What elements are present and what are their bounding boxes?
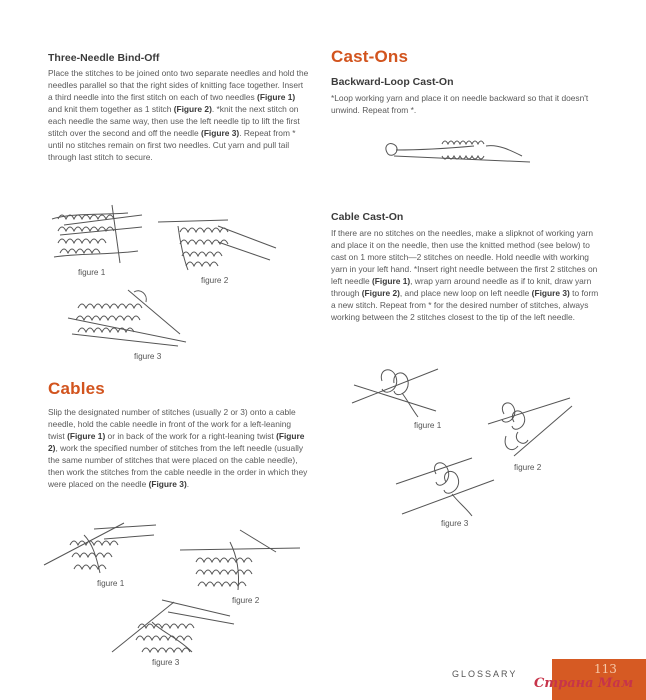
paragraph-text: . Repeat from * until no stitches remain on first two needles. Cut yarn and pull tail through last stitch to secure. — [48, 128, 296, 162]
paragraph-text: . *knit the next stitch on each needle the same way, then use the left needle tip to lift the first stitch over the second and off the needle — [48, 104, 300, 138]
paragraph-text: and knit them together as 1 stitch — [48, 104, 174, 114]
three-needle-body — [48, 67, 310, 163]
cables-figure-2-illustration — [180, 528, 305, 593]
paragraph-text: , wrap yarn around needle as if to knit, draw yarn through — [331, 276, 592, 298]
backward-loop-illustration — [382, 134, 532, 166]
paragraph-text: Slip the designated number of stitches (usually 2 or 3) onto a cable needle, hold the cable needle in front of the work for a left-leaning twist — [48, 407, 296, 441]
footer-section-label: GLOSSARY — [452, 669, 518, 679]
figure-reference: (Figure 3) — [531, 288, 570, 298]
cable-cast-on-body — [331, 227, 599, 323]
paragraph-text: If there are no stitches on the needles, make a slipknot of working yarn and place it on the needle, then use the knitted method (see below) to cast on 1 more stitch—2 stitches on needle. Hold needle with working yarn in your left hand. *Insert right needle between the first 2 stitches on left needle — [331, 228, 598, 286]
cables-body — [48, 406, 310, 490]
three-needle-figure-2-illustration — [158, 212, 278, 272]
paragraph-text: , and place new loop on left needle — [399, 288, 532, 298]
three-needle-figure-3-illustration — [68, 288, 188, 348]
cables-heading: Cables — [48, 379, 105, 398]
three-needle-figure-3-caption: figure 3 — [134, 352, 162, 361]
cast-ons-heading: Cast-Ons — [331, 47, 409, 66]
paragraph-text: *Loop working yarn and place it on needle backward so that it doesn't unwind. Repeat from *. — [331, 93, 589, 115]
cables-figure-2-caption: figure 2 — [232, 596, 260, 605]
three-needle-figure-1-illustration — [50, 205, 145, 265]
three-needle-figure-2-caption: figure 2 — [201, 276, 229, 285]
watermark-logo: Страна Мам — [534, 676, 634, 691]
three-needle-title: Three-Needle Bind-Off — [48, 52, 160, 64]
paragraph-text: or in back of the work for a right-leaning twist — [105, 431, 277, 441]
figure-reference: (Figure 3) — [201, 128, 240, 138]
three-needle-figure-1-caption: figure 1 — [78, 268, 106, 277]
figure-reference: (Figure 2) — [48, 431, 305, 453]
cables-figure-3-illustration — [112, 598, 237, 656]
cable-cast-on-figure-1-caption: figure 1 — [414, 421, 442, 430]
cables-figure-1-caption: figure 1 — [97, 579, 125, 588]
cable-cast-on-figure-1-illustration — [352, 363, 442, 418]
cable-cast-on-title: Cable Cast-On — [331, 211, 404, 223]
page-number: 113 — [594, 662, 617, 676]
cable-cast-on-figure-2-illustration — [484, 396, 574, 458]
backward-loop-title: Backward-Loop Cast-On — [331, 76, 454, 88]
cable-cast-on-figure-3-caption: figure 3 — [441, 519, 469, 528]
figure-reference: (Figure 1) — [371, 276, 411, 286]
figure-reference: (Figure 3) — [148, 479, 187, 489]
cable-cast-on-figure-2-caption: figure 2 — [514, 463, 542, 472]
figure-reference: (Figure 2) — [173, 104, 212, 114]
figure-reference: (Figure 1) — [67, 431, 106, 441]
cable-cast-on-figure-3-illustration — [396, 454, 496, 518]
backward-loop-body — [331, 92, 599, 116]
figure-reference: (Figure 2) — [361, 288, 400, 298]
paragraph-text: to form a new stitch. Repeat from * for the desired number of stitches, always working between the 2 stitches closest to the tip of the left needle. — [331, 288, 599, 322]
paragraph-text: , work the specified number of stitches from the left needle (usually the same number of stitches that were placed on the cable needle), then work the stitches from the cable needle in the order in which they were placed on the needle — [48, 443, 308, 489]
cables-figure-1-illustration — [44, 515, 159, 577]
figure-reference: (Figure 1) — [257, 92, 296, 102]
paragraph-text: Place the stitches to be joined onto two separate needles and hold the needles parallel so that the right sides of knitting face together. Insert a third needle into the first stitch on each of two needles — [48, 68, 309, 102]
cables-figure-3-caption: figure 3 — [152, 658, 180, 667]
paragraph-text: . — [186, 479, 190, 489]
